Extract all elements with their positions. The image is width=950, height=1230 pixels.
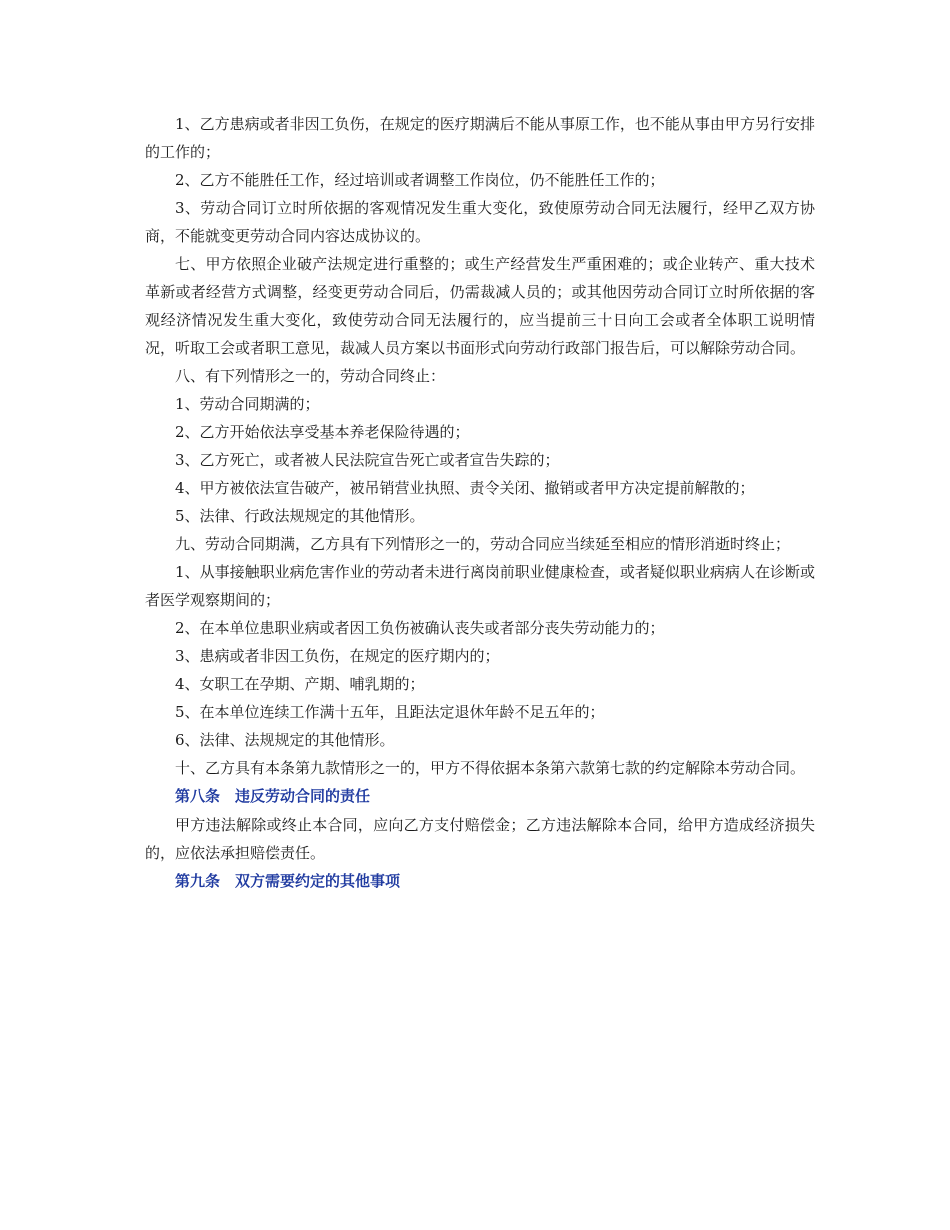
- clause-9-item-1: 1、从事接触职业病危害作业的劳动者未进行离岗前职业健康检查，或者疑似职业病病人在诊断或者医学观察期间的；: [145, 563, 815, 609]
- clause-9-item-2: 2、在本单位患职业病或者因工负伤被确认丧失或者部分丧失劳动能力的；: [175, 619, 665, 637]
- clause-9-intro: 九、劳动合同期满，乙方具有下列情形之一的，劳动合同应当续延至相应的情形消逝时终止；: [175, 535, 791, 553]
- document-body: [145, 110, 815, 896]
- clause-7: 七、甲方依照企业破产法规定进行重整的；或生产经营发生严重困难的；或企业转产、重大技术革新或者经营方式调整，经变更劳动合同后，仍需裁减人员的；或其他因劳动合同订立时所依据的客观经济情况发生重大变化，致使劳动合同无法履行的，应当提前三十日向工会或者全体职工说明情况，听取工会或者职工意见，裁减人员方案以书面形式向劳动行政部门报告后，可以解除劳动合同。: [145, 255, 815, 357]
- article-8-body: 甲方违法解除或终止本合同，应向乙方支付赔偿金；乙方违法解除本合同，给甲方造成经济损失的，应依法承担赔偿责任。: [145, 816, 815, 862]
- article-8-heading: 第八条 违反劳动合同的责任: [175, 787, 371, 805]
- clause-6-item-2: 2、乙方不能胜任工作，经过培训或者调整工作岗位，仍不能胜任工作的；: [175, 171, 665, 189]
- clause-8-item-5: 5、法律、行政法规规定的其他情形。: [175, 507, 425, 525]
- clause-6-item-1: 1、乙方患病或者非因工负伤，在规定的医疗期满后不能从事原工作，也不能从事由甲方另行安排的工作的；: [145, 115, 815, 161]
- clause-6-item-3: 3、劳动合同订立时所依据的客观情况发生重大变化，致使原劳动合同无法履行，经甲乙双方协商，不能就变更劳动合同内容达成协议的。: [145, 199, 815, 245]
- clause-8-item-1: 1、劳动合同期满的；: [175, 395, 320, 413]
- clause-9-item-4: 4、女职工在孕期、产期、哺乳期的；: [175, 675, 425, 693]
- article-9-heading: 第九条 双方需要约定的其他事项: [175, 872, 401, 890]
- clause-8-item-4: 4、甲方被依法宣告破产，被吊销营业执照、责令关闭、撤销或者甲方决定提前解散的；: [175, 479, 755, 497]
- clause-9-item-5: 5、在本单位连续工作满十五年，且距法定退休年龄不足五年的；: [175, 703, 605, 721]
- clause-9-item-3: 3、患病或者非因工负伤，在规定的医疗期内的；: [175, 647, 500, 665]
- clause-9-item-6: 6、法律、法规规定的其他情形。: [175, 731, 395, 749]
- clause-8-intro: 八、有下列情形之一的，劳动合同终止：: [175, 367, 446, 385]
- clause-8-item-3: 3、乙方死亡，或者被人民法院宣告死亡或者宣告失踪的；: [175, 451, 560, 469]
- clause-8-item-2: 2、乙方开始依法享受基本养老保险待遇的；: [175, 423, 470, 441]
- clause-10: 十、乙方具有本条第九款情形之一的，甲方不得依据本条第六款第七款的约定解除本劳动合同。: [175, 759, 806, 777]
